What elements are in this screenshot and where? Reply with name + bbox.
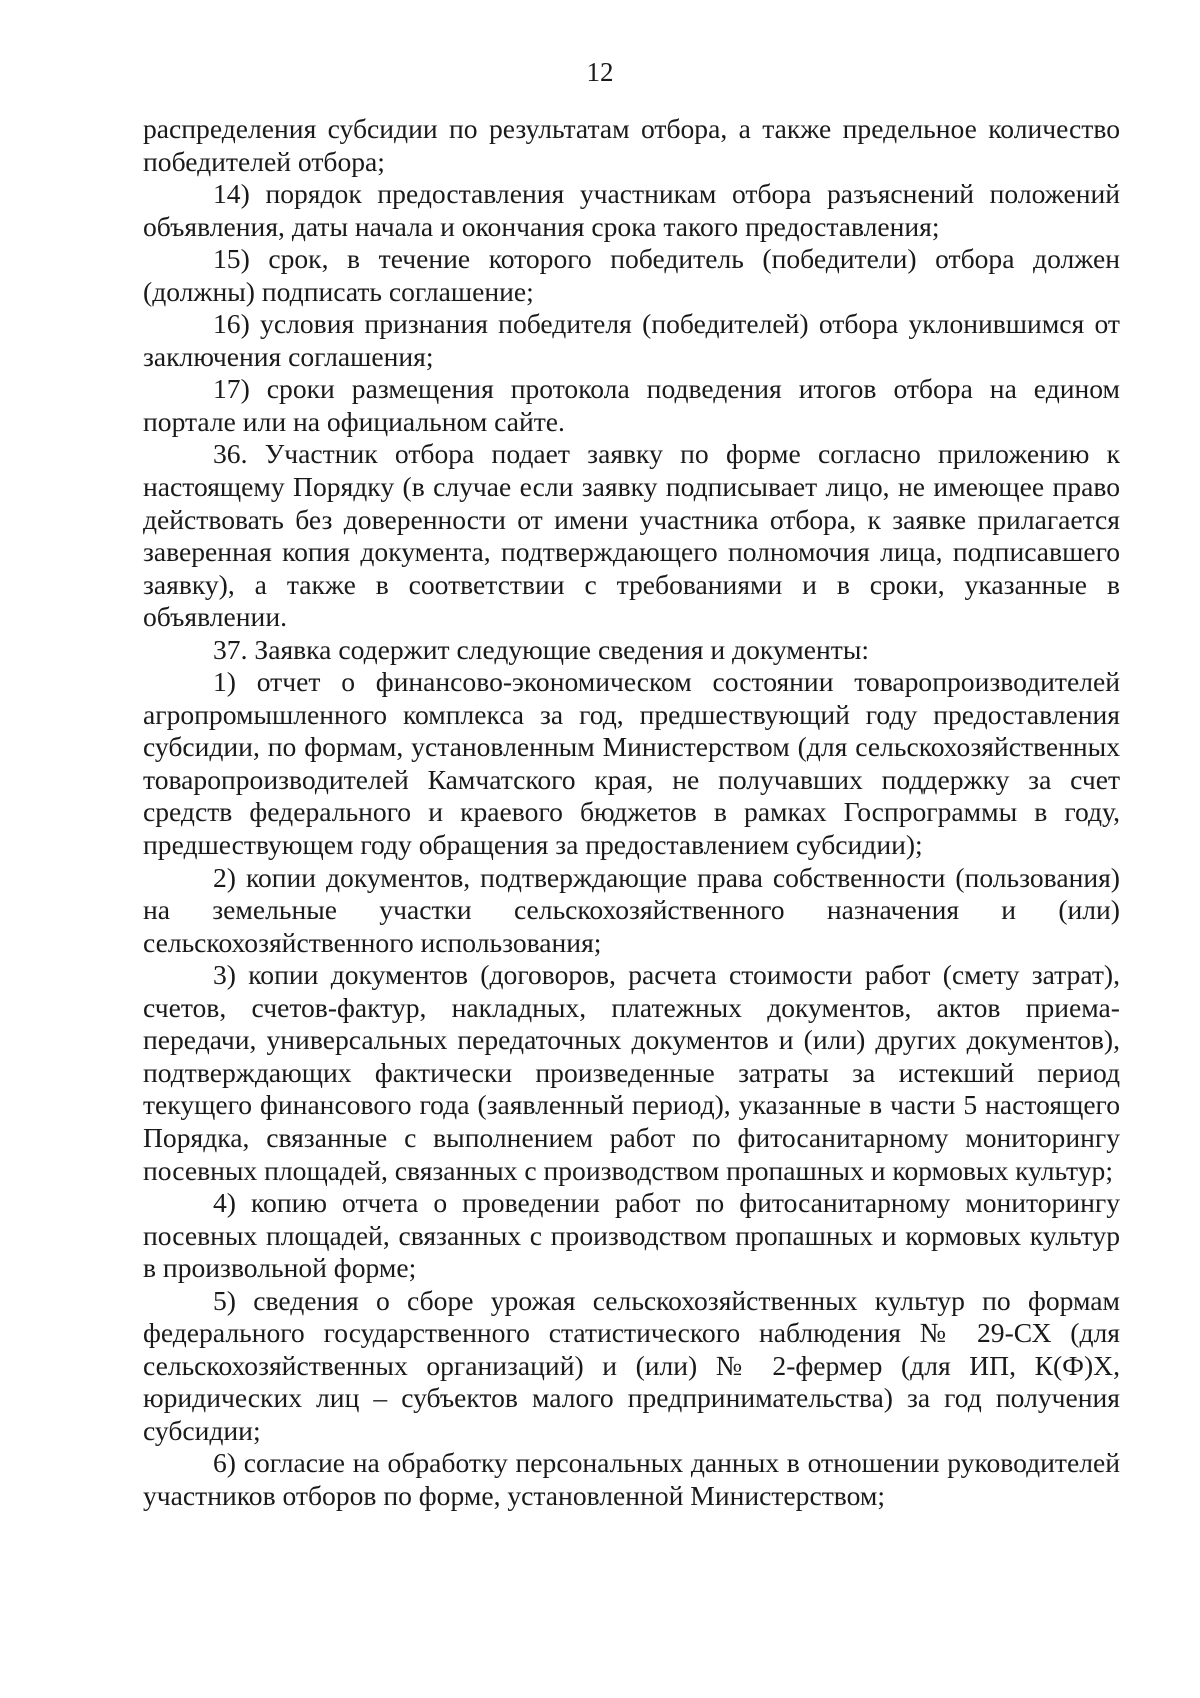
paragraph-clause-37: 37. Заявка содержит следующие сведения и документы: (213, 633, 870, 665)
paragraph-item-15: 15) срок, в течение которого победитель (победители) отбора должен (должны) подписать соглашение; (143, 243, 1120, 307)
paragraph-item-17: 17) сроки размещения протокола подведения итогов отбора на едином портале или на официальном сайте. (143, 373, 1120, 437)
paragraph-item-3: 3) копии документов (договоров, расчета стоимости работ (смету затрат), счетов, счетов-фактур, накладных, платежных документов, актов приема-передачи, универсальных передаточных документов и (или) других документов), подтверждающих фактически произведенные затраты за истекший период текущего финансового года (заявленный период), указанные в части 5 настоящего Порядка, связанные с выполнением работ по фитосанитарному мониторингу посевных площадей, связанных с производством пропашных и кормовых культур; (143, 959, 1120, 1186)
paragraph-item-4: 4) копию отчета о проведении работ по фитосанитарному мониторингу посевных площадей, связанных с производством пропашных и кормовых культур в произвольной форме; (143, 1187, 1120, 1284)
paragraph-clause-36: 36. Участник отбора подает заявку по форме согласно приложению к настоящему Порядку (в случае если заявку подписывает лицо, не имеющее право действовать без доверенности от имени участника отбора, к заявке прилагается заверенная копия документа, подтверждающего полномочия лица, подписавшего заявку), а также в соответствии с требованиями и в сроки, указанные в объявлении. (143, 438, 1120, 633)
paragraph-item-16: 16) условия признания победителя (победителей) отбора уклонившимся от заключения соглашения; (143, 308, 1120, 372)
paragraph-item-6: 6) согласие на обработку персональных данных в отношении руководителей участников отборов по форме, установленной Министерством; (143, 1447, 1120, 1511)
document-body (143, 113, 1120, 1513)
paragraph-item-2: 2) копии документов, подтверждающие права собственности (пользования) на земельные участки сельскохозяйственного назначения и (или) сельскохозяйственного использования; (143, 861, 1120, 958)
paragraph-item-5: 5) сведения о сборе урожая сельскохозяйственных культур по формам федерального государственного статистического наблюдения № 29-СХ (для сельскохозяйственных организаций) и (или) № 2-фермер (для ИП, К(Ф)Х, юридических лиц – субъектов малого предпринимательства) за год получения субсидии; (143, 1284, 1120, 1446)
paragraph-item-14: 14) порядок предоставления участникам отбора разъяснений положений объявления, даты начала и окончания срока такого предоставления; (143, 178, 1120, 242)
paragraph-continuation: распределения субсидии по результатам отбора, а также предельное количество победителей отбора; (143, 113, 1120, 177)
paragraph-item-1: 1) отчет о финансово-экономическом состоянии товаропроизводителей агропромышленного комплекса за год, предшествующий году предоставления субсидии, по формам, установленным Министерством (для сельскохозяйственных товаропроизводителей Камчатского края, не получавших поддержку за счет средств федерального и краевого бюджетов в рамках Госпрограммы в году, предшествующем году обращения за предоставлением субсидии); (143, 666, 1120, 861)
page-number: 12 (586, 57, 614, 87)
